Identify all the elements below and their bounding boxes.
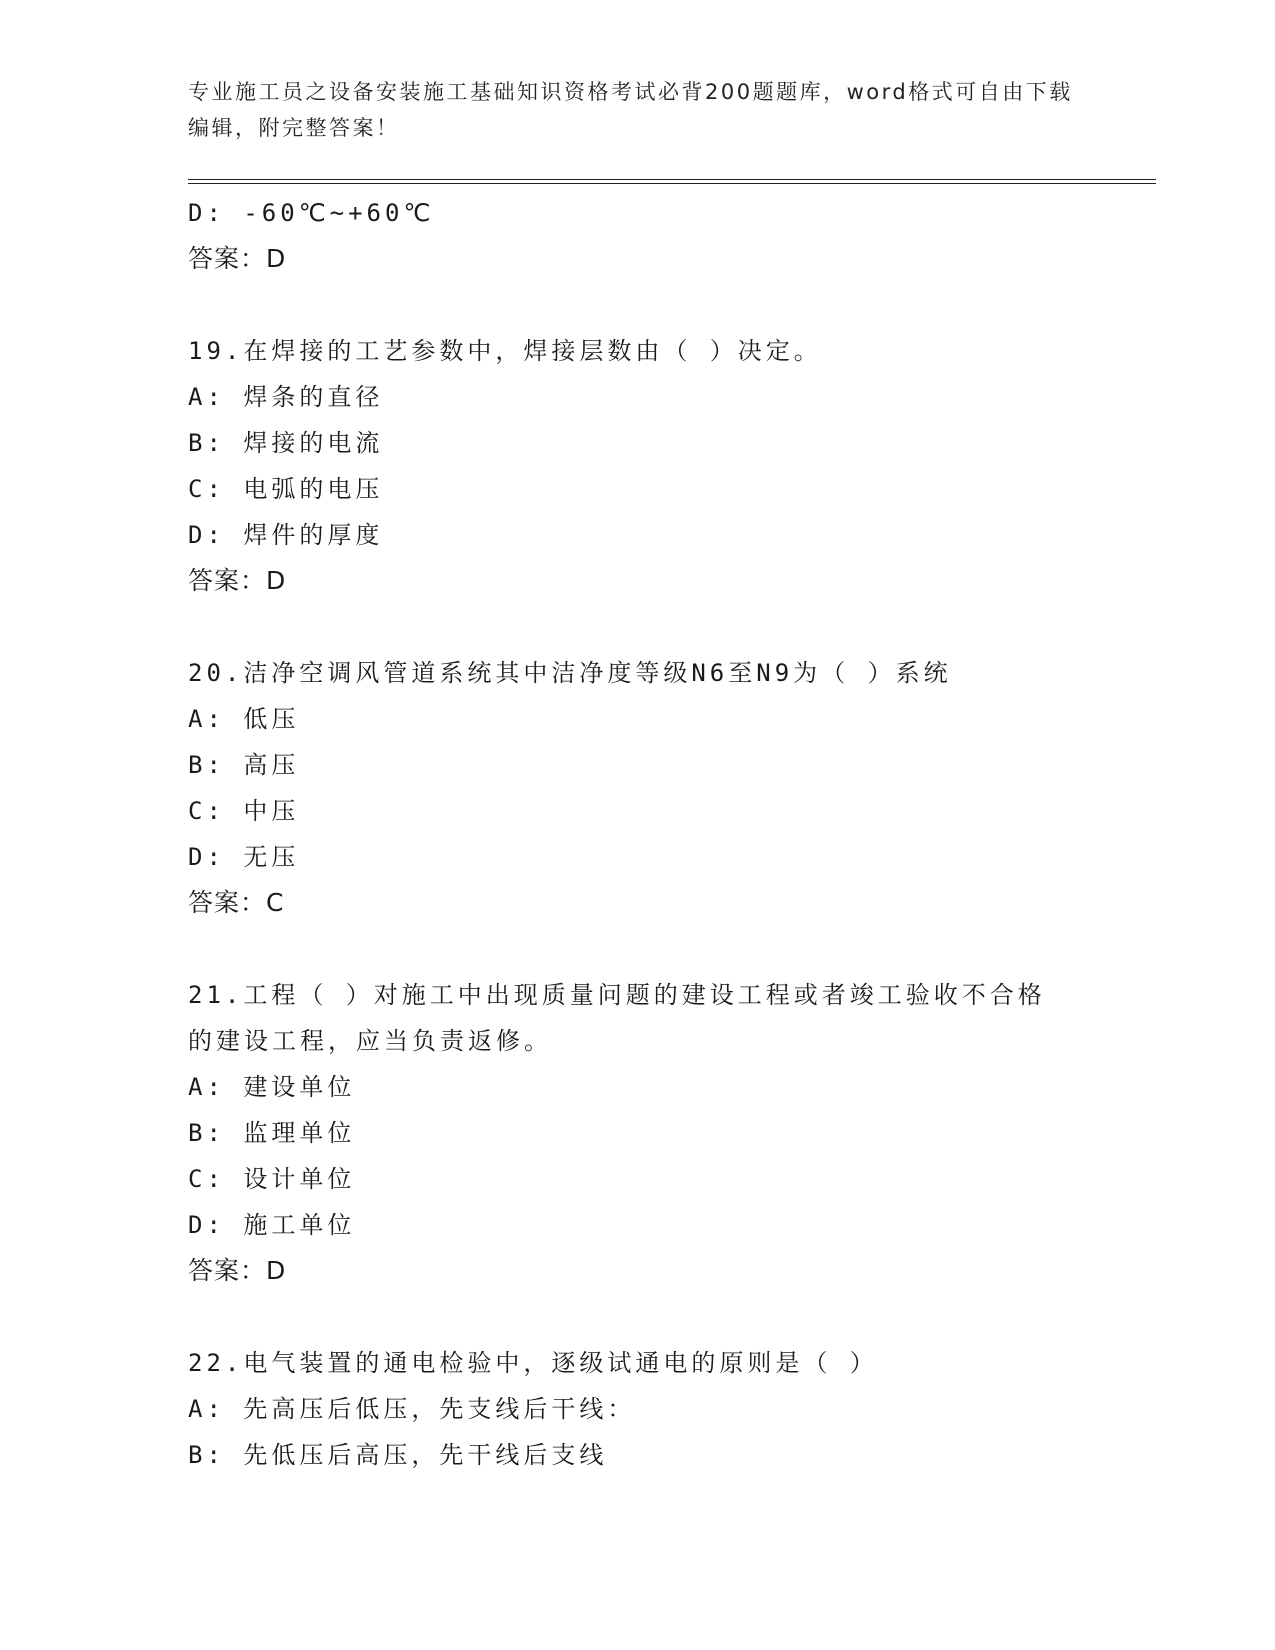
- option-c: C: 设计单位: [188, 1165, 356, 1193]
- question-text: 21.工程（ ）对施工中出现质量问题的建设工程或者竣工验收不合格的建设工程，应当负责返修。: [188, 981, 1046, 1055]
- option-c: C: 电弧的电压: [188, 475, 384, 503]
- option-a: A: 建设单位: [188, 1073, 356, 1101]
- option-a: A: 低压: [188, 705, 300, 733]
- header-rule-bottom: [188, 183, 1156, 184]
- prev-answer: 答案：D: [188, 244, 287, 273]
- question-text: 19.在焊接的工艺参数中，焊接层数由（ ）决定。: [188, 337, 822, 365]
- question-19: [188, 328, 1156, 604]
- question-text: 22.电气装置的通电检验中，逐级试通电的原则是（ ）: [188, 1349, 878, 1377]
- option-d: D: 无压: [188, 843, 300, 871]
- question-21: [188, 972, 1156, 1294]
- header-rule-top: [188, 179, 1156, 180]
- option-d: D: 焊件的厚度: [188, 521, 384, 549]
- option-b: B: 先低压后高压，先干线后支线: [188, 1441, 608, 1469]
- question-20: [188, 650, 1156, 926]
- option-b: B: 高压: [188, 751, 300, 779]
- question-content: [188, 190, 1156, 1478]
- question-22: [188, 1340, 1156, 1478]
- option-b: B: 监理单位: [188, 1119, 356, 1147]
- answer: 答案：D: [188, 566, 287, 595]
- option-a: A: 先高压后低压，先支线后干线：: [188, 1395, 636, 1423]
- question-text: 20.洁净空调风管道系统其中洁净度等级N6至N9为（ ）系统: [188, 659, 952, 687]
- answer: 答案：C: [188, 888, 285, 917]
- option-d: D: 施工单位: [188, 1211, 356, 1239]
- option-a: A: 焊条的直径: [188, 383, 384, 411]
- answer: 答案：D: [188, 1256, 287, 1285]
- option-b: B: 焊接的电流: [188, 429, 384, 457]
- prev-option-d: D: -60℃~+60℃: [188, 199, 435, 227]
- document-header: 专业施工员之设备安装施工基础知识资格考试必背200题题库，word格式可自由下载编辑，附完整答案！: [188, 80, 1073, 140]
- option-c: C: 中压: [188, 797, 300, 825]
